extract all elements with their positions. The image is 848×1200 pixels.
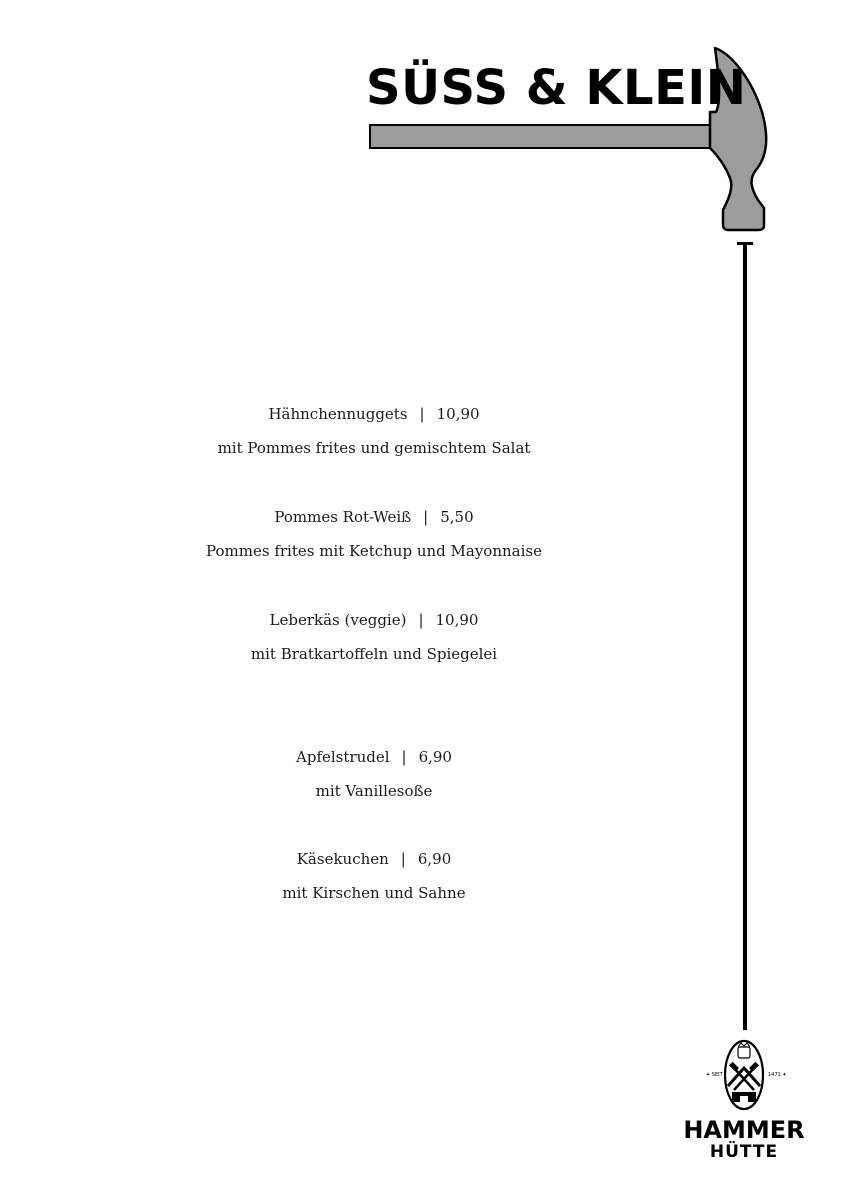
- item-price: 6,90: [418, 748, 452, 766]
- item-name: Pommes Rot-Weiß: [274, 508, 412, 526]
- menu-item: [148, 849, 600, 903]
- item-name: Käsekuchen: [296, 850, 389, 868]
- item-price: 10,90: [436, 405, 480, 423]
- item-name: Apfelstrudel: [296, 748, 390, 766]
- logo-wordmark-huette: HÜTTE: [709, 1142, 779, 1162]
- logo-seit: ✦ SEIT: [706, 1072, 723, 1078]
- logo-year: 1471 ✦: [768, 1072, 787, 1078]
- menu-item: [148, 747, 600, 801]
- item-separator: |: [418, 611, 424, 629]
- item-description: Pommes frites mit Ketchup und Mayonnaise: [206, 542, 542, 560]
- item-separator: |: [401, 748, 407, 766]
- item-price: 5,50: [440, 508, 474, 526]
- item-name: Hähnchennuggets: [268, 405, 408, 423]
- item-description: mit Bratkartoffeln und Spiegelei: [250, 645, 498, 663]
- item-price: 6,90: [417, 850, 452, 868]
- item-description: mit Kirschen und Sahne: [282, 884, 466, 902]
- logo-wordmark-hammer: HAMMER: [683, 1116, 805, 1144]
- item-description: mit Vanillesoße: [315, 782, 433, 800]
- menu-item: [148, 404, 600, 458]
- item-separator: |: [423, 508, 429, 526]
- item-separator: |: [419, 405, 425, 423]
- item-description: mit Pommes frites und gemischtem Salat: [217, 439, 531, 457]
- brand-logo: [680, 1038, 810, 1162]
- menu-item: [148, 610, 600, 664]
- item-name: Leberkäs (veggie): [269, 611, 407, 629]
- page-title: SÜSS & KLEIN: [366, 60, 747, 116]
- handle-line: [743, 244, 747, 1030]
- item-price: 10,90: [435, 611, 479, 629]
- item-separator: |: [400, 850, 406, 868]
- menu-item: [148, 507, 600, 561]
- crossed-hammers-emblem-icon: [680, 1038, 810, 1114]
